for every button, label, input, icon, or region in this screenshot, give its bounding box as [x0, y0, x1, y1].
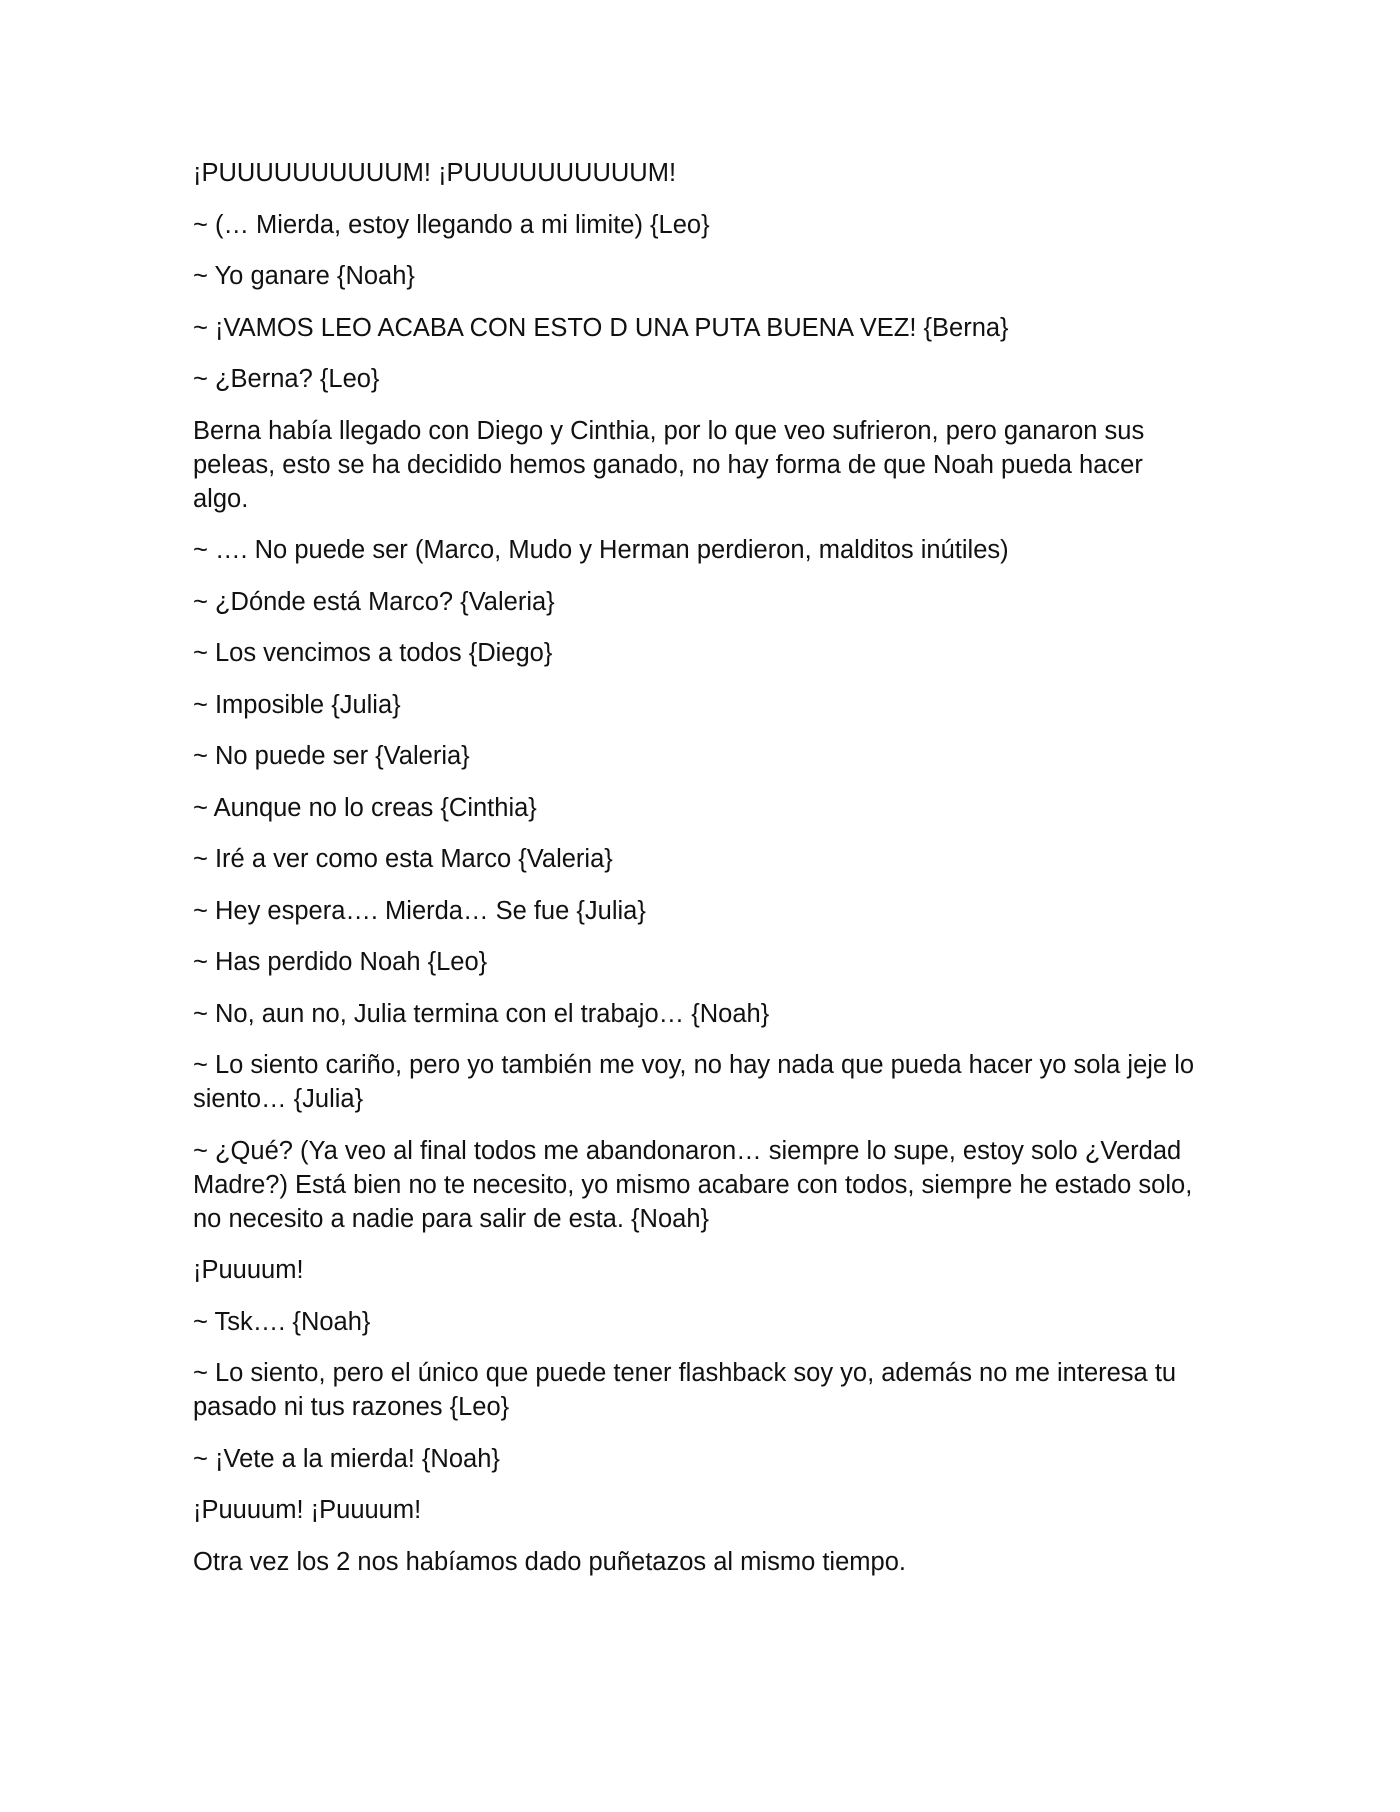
paragraph: ~ Lo siento cariño, pero yo también me voy, no hay nada que pueda hacer yo sola jeje lo siento… {Julia} [193, 1051, 1195, 1113]
paragraph: ~ …. No puede ser (Marco, Mudo y Herman perdieron, malditos inútiles) [193, 536, 1009, 564]
paragraph: Berna había llegado con Diego y Cinthia, por lo que veo sufrieron, pero ganaron sus peleas, esto se ha decidido hemos ganado, no hay forma de que Noah pueda hacer algo. [193, 416, 1145, 513]
paragraph: ¡Puuuum! [193, 1256, 304, 1284]
paragraph: ~ Has perdido Noah {Leo} [193, 948, 488, 976]
paragraph: ~ (… Mierda, estoy llegando a mi limite) {Leo} [193, 210, 710, 239]
paragraph: ~ ¡VAMOS LEO ACABA CON ESTO D UNA PUTA BUENA VEZ! {Berna} [193, 313, 1009, 342]
paragraph: ~ Hey espera…. Mierda… Se fue {Julia} [193, 896, 646, 925]
paragraph: ~ Yo ganare {Noah} [193, 262, 415, 290]
paragraph: ~ Lo siento, pero el único que puede tener flashback soy yo, además no me interesa tu pasado ni tus razones {Leo} [193, 1359, 1177, 1421]
paragraph: ~ No puede ser {Valeria} [193, 742, 470, 770]
paragraph: ¡Puuuum! ¡Puuuum! [193, 1496, 422, 1524]
paragraph: ~ Aunque no lo creas {Cinthia} [193, 793, 537, 822]
paragraph: Otra vez los 2 nos habíamos dado puñetazos al mismo tiempo. [193, 1547, 906, 1576]
paragraph: ¡PUUUUUUUUUUM! ¡PUUUUUUUUUUM! [193, 159, 677, 187]
paragraph: ~ ¡Vete a la mierda! {Noah} [193, 1444, 500, 1473]
paragraph: ~ ¿Qué? (Ya veo al final todos me abandonaron… siempre lo supe, estoy solo ¿Verdad Madre?) Está bien no te necesito, yo mismo acabare con todos, siempre he estado solo, no necesito a nadie para salir de esta. {Noah} [193, 1136, 1193, 1233]
document-body [193, 156, 1203, 1596]
paragraph: ~ Imposible {Julia} [193, 690, 401, 719]
paragraph: ~ Tsk…. {Noah} [193, 1307, 371, 1336]
paragraph: ~ Iré a ver como esta Marco {Valeria} [193, 845, 613, 873]
paragraph: ~ No, aun no, Julia termina con el trabajo… {Noah} [193, 999, 770, 1028]
paragraph: ~ ¿Berna? {Leo} [193, 365, 380, 393]
paragraph: ~ ¿Dónde está Marco? {Valeria} [193, 587, 555, 616]
paragraph: ~ Los vencimos a todos {Diego} [193, 639, 553, 667]
